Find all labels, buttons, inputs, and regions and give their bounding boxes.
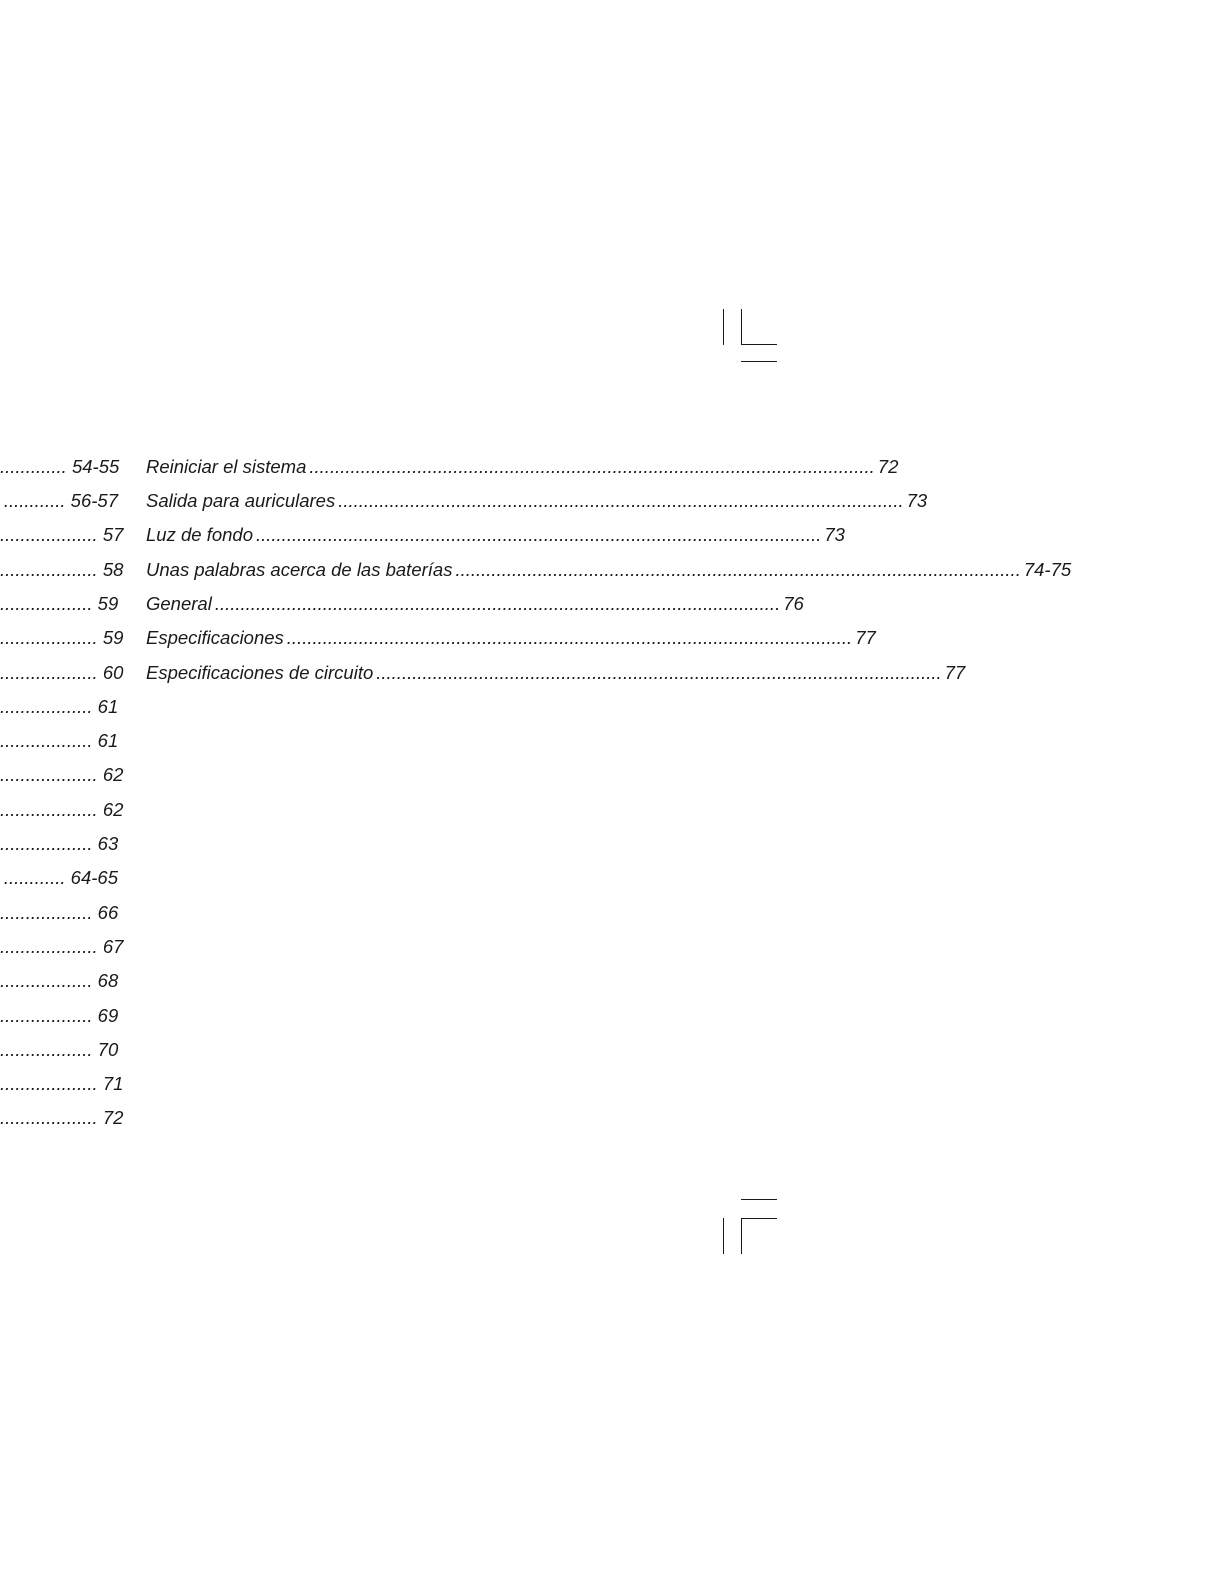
toc-entry <box>0 832 118 856</box>
toc-page-number: 76 <box>783 593 804 614</box>
toc-leader-dots: ................... <box>0 1073 98 1094</box>
crop-mark-line <box>741 309 742 345</box>
toc-page-number: 69 <box>97 1005 119 1026</box>
toc-page-number: 77 <box>944 662 966 683</box>
toc-page-number: 72 <box>102 1107 124 1128</box>
toc-page-number: 77 <box>855 627 876 648</box>
toc-entry-title: Salida para auriculares <box>146 490 336 511</box>
toc-entry <box>0 1038 118 1062</box>
toc-leader-dots: ................... <box>0 936 98 957</box>
toc-entry <box>146 558 1072 582</box>
crop-mark-line <box>723 309 724 345</box>
toc-page-number: 61 <box>97 696 119 717</box>
toc-leader-dots: ................... <box>0 764 98 785</box>
toc-page-number: 74-75 <box>1023 559 1072 580</box>
toc-entry-title: Especificaciones <box>146 627 284 648</box>
toc-leader-dots: ................... <box>0 524 98 545</box>
crop-mark-line <box>741 1218 742 1254</box>
toc-page-number: 58 <box>102 559 124 580</box>
toc-entry <box>0 592 118 616</box>
toc-entry <box>0 695 118 719</box>
toc-entry <box>0 661 124 685</box>
toc-entry <box>146 661 966 685</box>
toc-leader-dots: ................... <box>0 1107 98 1128</box>
toc-page-number: 57 <box>102 524 124 545</box>
toc-page-number: 73 <box>824 524 845 545</box>
toc-entry-title: Luz de fondo <box>146 524 253 545</box>
toc-page-number: 59 <box>102 627 124 648</box>
crop-mark-line <box>741 361 777 362</box>
toc-entry-title: Reiniciar el sistema <box>146 456 307 477</box>
toc-page-number: 54-55 <box>71 456 120 477</box>
toc-leader-dots: ............ <box>3 490 66 511</box>
toc-entry <box>0 763 124 787</box>
toc-page-number: 62 <box>102 799 124 820</box>
toc-page-number: 64-65 <box>70 867 118 888</box>
toc-page-number: 67 <box>102 936 124 957</box>
toc-leader-dots: ................... <box>0 559 98 580</box>
toc-entry <box>0 455 118 479</box>
toc-page-number: 71 <box>102 1073 124 1094</box>
toc-entry <box>0 729 118 753</box>
toc-entry <box>0 901 118 925</box>
toc-entry <box>146 489 928 513</box>
toc-page-number: 62 <box>102 764 124 785</box>
toc-page-number: 61 <box>97 730 119 751</box>
toc-leader-dots: .................. <box>0 1005 93 1026</box>
toc-entry <box>146 455 899 479</box>
toc-page-number: 72 <box>877 456 899 477</box>
toc-leader-dots: ............ <box>3 867 66 888</box>
toc-entry <box>0 866 118 890</box>
toc-leader-dots: ................... <box>0 662 98 683</box>
toc-leader-dots: .............................................................................................................. <box>286 627 853 648</box>
toc-page-number: 56-57 <box>70 490 118 511</box>
toc-leader-dots: .............................................................................................................. <box>338 490 904 511</box>
toc-entry-title: Unas palabras acerca de las baterías <box>146 559 453 580</box>
crop-mark-line <box>741 344 777 345</box>
toc-leader-dots: .................. <box>0 833 93 854</box>
toc-page-number: 63 <box>97 833 119 854</box>
toc-leader-dots: .................. <box>0 730 93 751</box>
toc-entry <box>0 935 124 959</box>
toc-leader-dots: .................. <box>0 970 93 991</box>
crop-mark-line <box>741 1199 777 1200</box>
toc-entry <box>0 558 124 582</box>
toc-leader-dots: .............................................................................................................. <box>255 524 822 545</box>
toc-leader-dots: .................. <box>0 593 93 614</box>
toc-leader-dots: .............................................................................................................. <box>309 456 875 477</box>
toc-entry <box>146 523 845 547</box>
crop-mark-line <box>723 1218 724 1254</box>
toc-page-number: 68 <box>97 970 119 991</box>
toc-entry <box>146 592 804 616</box>
toc-entry <box>0 1106 124 1130</box>
toc-entry <box>0 1072 124 1096</box>
toc-page-number: 60 <box>102 662 124 683</box>
toc-entry <box>0 1004 118 1028</box>
toc-page-number: 59 <box>97 593 119 614</box>
toc-leader-dots: .............................................................................................................. <box>214 593 781 614</box>
toc-page-number: 73 <box>906 490 928 511</box>
toc-leader-dots: .................. <box>0 902 93 923</box>
toc-leader-dots: .............................................................................................................. <box>376 662 942 683</box>
toc-page-number: 70 <box>97 1039 119 1060</box>
toc-page-number: 66 <box>97 902 119 923</box>
toc-leader-dots: .................. <box>0 696 93 717</box>
toc-entry-title: Especificaciones de circuito <box>146 662 374 683</box>
crop-mark-line <box>741 1218 777 1219</box>
toc-leader-dots: ................... <box>0 627 98 648</box>
toc-leader-dots: ............. <box>0 456 67 477</box>
toc-entry <box>0 798 124 822</box>
toc-entry <box>0 489 118 513</box>
toc-entry <box>146 626 876 650</box>
toc-leader-dots: ................... <box>0 799 98 820</box>
toc-entry <box>0 969 118 993</box>
toc-leader-dots: .................. <box>0 1039 93 1060</box>
toc-leader-dots: .............................................................................................................. <box>455 559 1021 580</box>
toc-entry <box>0 626 124 650</box>
toc-entry <box>0 523 124 547</box>
toc-entry-title: General <box>146 593 212 614</box>
